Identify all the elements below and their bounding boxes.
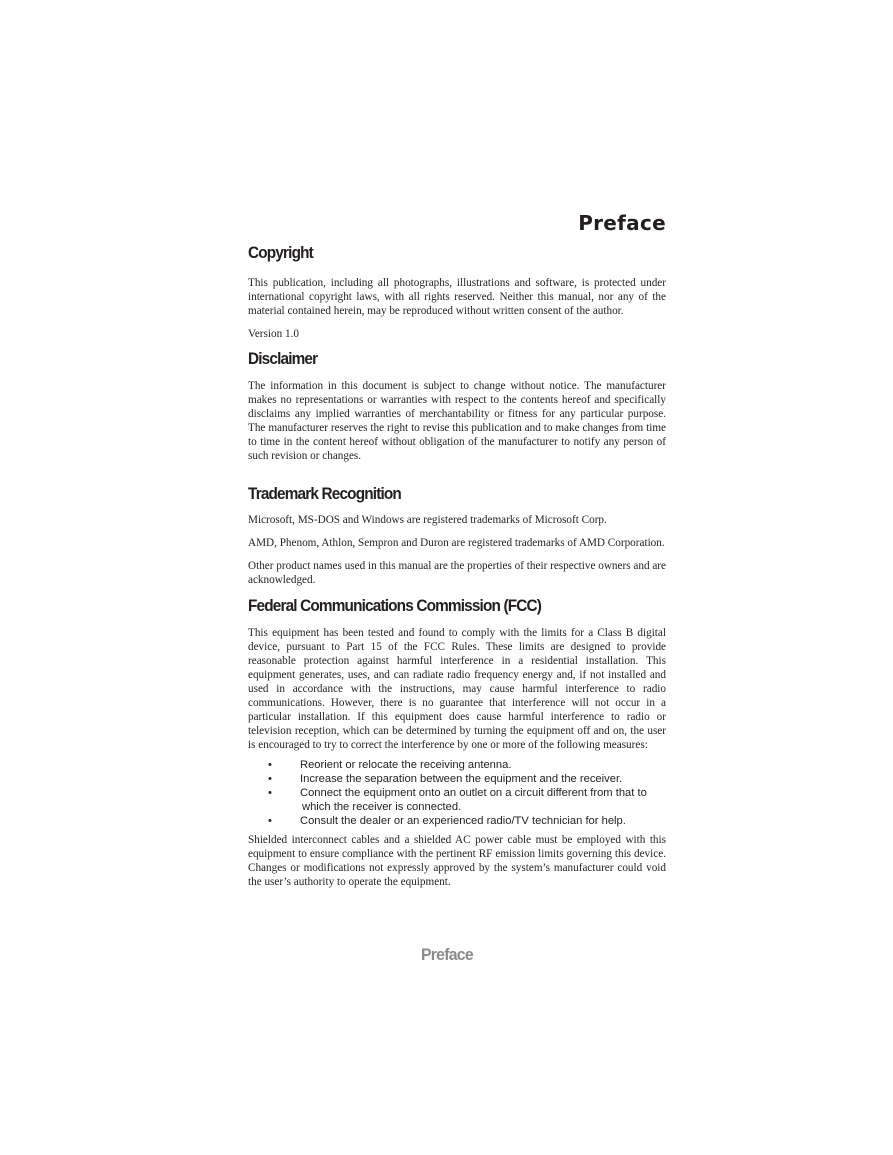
bullet-icon: • — [268, 787, 272, 799]
footer-label: Preface — [420, 945, 473, 964]
page-footer — [0, 945, 893, 965]
page-title: Preface — [578, 211, 666, 235]
trademark-amd: AMD, Phenom, Athlon, Sempron and Duron are registered trademarks of AMD Corporation. — [248, 537, 665, 549]
disclaimer-body: The information in this document is subject to change without notice. The manufacturer makes no representations or warranties with respect to the contents hereof and specifically disclaims any implied warranties of merchantability or fitness for any particular purpose. The manufacturer reserves the right to revise this publication and to make changes from time to time in the content hereof without obligation of the manufacturer to notify any person of such revision or changes. — [248, 380, 666, 462]
trademark-microsoft: Microsoft, MS-DOS and Windows are registered trademarks of Microsoft Corp. — [248, 514, 607, 526]
list-item — [248, 786, 666, 814]
bullet-icon: • — [268, 759, 272, 771]
bullet-text: Consult the dealer or an experienced radio/TV technician for help. — [300, 815, 626, 827]
list-item — [248, 814, 666, 828]
copyright-body: This publication, including all photographs, illustrations and software, is protected under international copyright laws, with all rights reserved. Neither this manual, nor any of the material contained herein, may be reproduced without written consent of the author. — [248, 277, 666, 317]
list-item — [248, 758, 666, 772]
bullet-icon: • — [268, 773, 272, 785]
list-item — [248, 772, 666, 786]
bullet-text: Connect the equipment onto an outlet on a circuit different from that to — [300, 787, 647, 799]
fcc-closing: Shielded interconnect cables and a shielded AC power cable must be employed with this equipment to ensure compliance with the pertinent RF emission limits governing this device. Changes or modifications not expressly approved by the system’s manufacturer could void the user’s authority to operate the equipment. — [248, 834, 666, 888]
trademark-heading: Trademark Recognition — [248, 485, 401, 503]
version-text: Version 1.0 — [248, 328, 299, 340]
fcc-measures-list — [248, 758, 666, 828]
fcc-body: This equipment has been tested and found to comply with the limits for a Class B digital device, pursuant to Part 15 of the FCC Rules. These limits are designed to provide reasonable protection against harmful interference in a residential installation. This equipment generates, uses, and can radiate radio frequency energy and, if not installed and used in accordance with the instructions, may cause harmful interference to radio communications. However, there is no guarantee that interference will not occur in a particular installation. If this equipment does cause harmful interference to radio or television reception, which can be determined by turning the equipment off and on, the user is encouraged to try to correct the interference by one or more of the following measures: — [248, 627, 666, 751]
fcc-heading: Federal Communications Commission (FCC) — [248, 597, 542, 615]
bullet-text: Increase the separation between the equipment and the receiver. — [300, 773, 623, 785]
manual-page — [248, 210, 666, 889]
copyright-heading: Copyright — [248, 244, 313, 262]
bullet-text-continued: which the receiver is connected. — [302, 801, 462, 813]
bullet-text: Reorient or relocate the receiving antenna. — [300, 759, 512, 771]
trademark-others: Other product names used in this manual are the properties of their respective owners and are acknowledged. — [248, 560, 666, 586]
disclaimer-heading: Disclaimer — [248, 350, 318, 368]
bullet-icon: • — [268, 815, 272, 827]
